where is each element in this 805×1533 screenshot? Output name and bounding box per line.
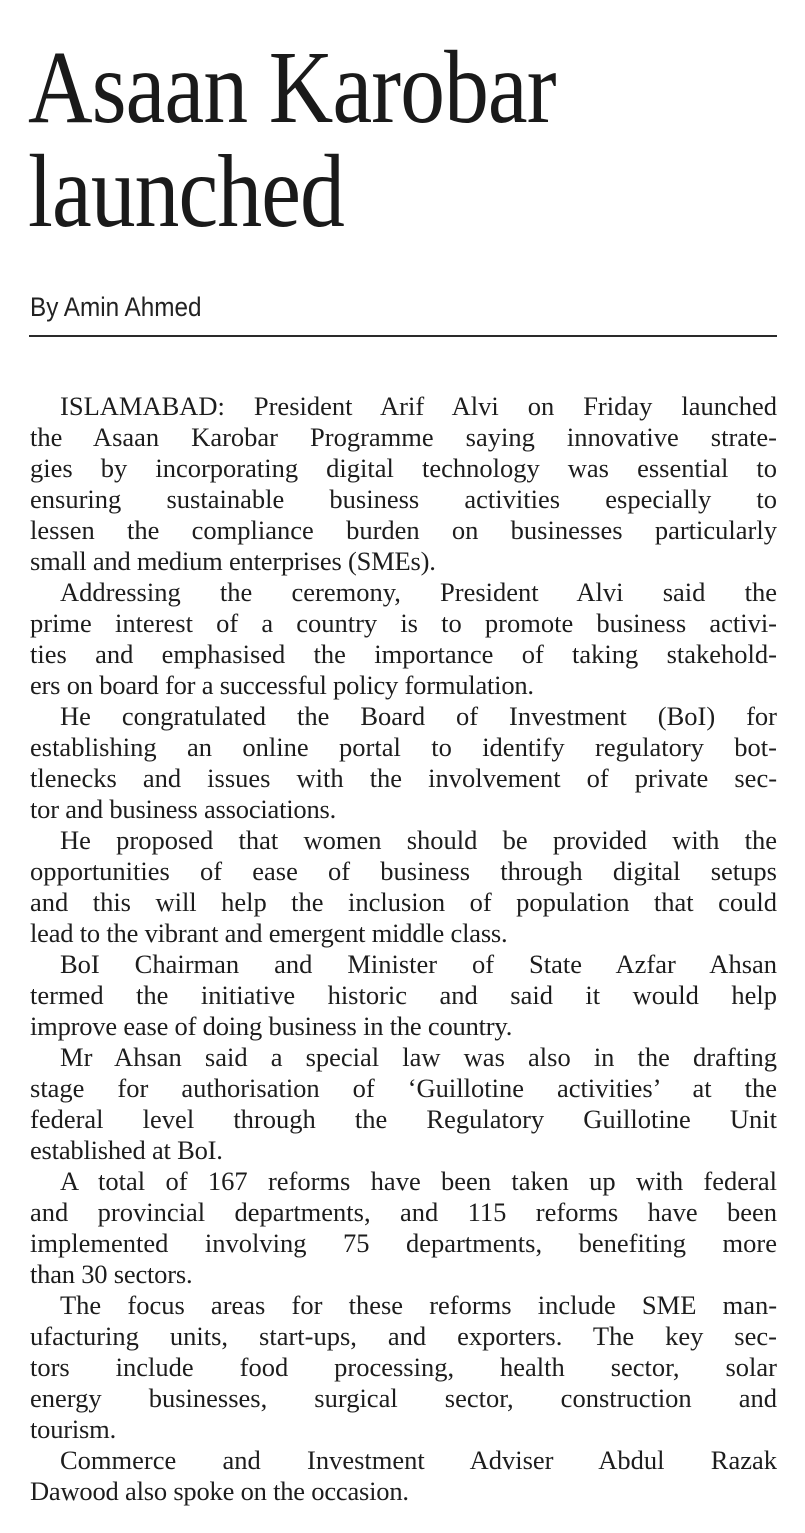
- paragraph-line: tor and business associations.: [30, 794, 337, 824]
- paragraph-line: establishing an online portal to identify regulatory bot-: [30, 732, 777, 762]
- paragraph-line: stage for authorisation of ‘Guillotine activities’ at the: [30, 1073, 777, 1103]
- article-paragraph: [30, 1166, 777, 1290]
- paragraph-line: ers on board for a successful policy formulation.: [30, 670, 534, 700]
- paragraph-line: Commerce and Investment Adviser Abdul Razak: [60, 1445, 777, 1475]
- paragraph-line: He proposed that women should be provided with the: [60, 825, 777, 855]
- article-paragraph: [30, 949, 777, 1042]
- article-paragraph: [30, 1445, 777, 1507]
- article-paragraph: [30, 577, 777, 701]
- paragraph-line: small and medium enterprises (SMEs).: [30, 546, 436, 576]
- article-paragraph: [30, 1290, 777, 1445]
- paragraph-line: and this will help the inclusion of population that could: [30, 887, 777, 917]
- paragraph-line: prime interest of a country is to promote business activi-: [30, 608, 778, 638]
- paragraph-line: He congratulated the Board of Investment (BoI) for: [60, 701, 777, 731]
- paragraph-line: tourism.: [30, 1414, 117, 1444]
- article-paragraph: [30, 1042, 777, 1166]
- paragraph-line: the Asaan Karobar Programme saying innovative strate-: [30, 422, 777, 452]
- byline-divider: [29, 335, 777, 337]
- paragraph-line: tors include food processing, health sector, solar: [30, 1352, 777, 1382]
- paragraph-line: federal level through the Regulatory Guillotine Unit: [30, 1104, 777, 1134]
- byline: By Amin Ahmed: [30, 292, 202, 322]
- headline-line: launched: [28, 134, 344, 249]
- paragraph-line: Dawood also spoke on the occasion.: [30, 1476, 409, 1506]
- article-body: [30, 391, 777, 1507]
- paragraph-line: established at BoI.: [30, 1135, 223, 1165]
- paragraph-line: lead to the vibrant and emergent middle class.: [30, 918, 508, 948]
- paragraph-line: The focus areas for these reforms include SME man-: [60, 1290, 778, 1320]
- paragraph-line: Addressing the ceremony, President Alvi said the: [60, 577, 777, 607]
- paragraph-line: lessen the compliance burden on businesses particularly: [30, 515, 777, 545]
- paragraph-line: energy businesses, surgical sector, construction and: [30, 1383, 778, 1413]
- article-paragraph: [30, 391, 777, 577]
- paragraph-line: gies by incorporating digital technology was essential to: [30, 453, 778, 483]
- paragraph-line: improve ease of doing business in the country.: [30, 1011, 513, 1041]
- paragraph-line: termed the initiative historic and said it would help: [30, 980, 777, 1010]
- paragraph-line: opportunities of ease of business through digital setups: [30, 856, 777, 886]
- paragraph-line: ufacturing units, start-ups, and exporters. The key sec-: [30, 1321, 777, 1351]
- paragraph-line: Mr Ahsan said a special law was also in the drafting: [60, 1042, 777, 1072]
- paragraph-line: ensuring sustainable business activities especially to: [30, 484, 778, 514]
- article-paragraph: [30, 701, 777, 825]
- paragraph-line: than 30 sectors.: [30, 1259, 193, 1289]
- headline: [28, 30, 556, 249]
- paragraph-line: ISLAMABAD: President Arif Alvi on Friday launched: [60, 391, 777, 421]
- paragraph-line: ties and emphasised the importance of taking stakehold-: [30, 639, 777, 669]
- paragraph-line: tlenecks and issues with the involvement of private sec-: [30, 763, 778, 793]
- article-paragraph: [30, 825, 777, 949]
- paragraph-line: implemented involving 75 departments, benefiting more: [30, 1228, 777, 1258]
- paragraph-line: A total of 167 reforms have been taken up with federal: [60, 1166, 777, 1196]
- paragraph-line: BoI Chairman and Minister of State Azfar Ahsan: [60, 949, 778, 979]
- paragraph-line: and provincial departments, and 115 reforms have been: [30, 1197, 778, 1227]
- headline-line: Asaan Karobar: [28, 30, 556, 145]
